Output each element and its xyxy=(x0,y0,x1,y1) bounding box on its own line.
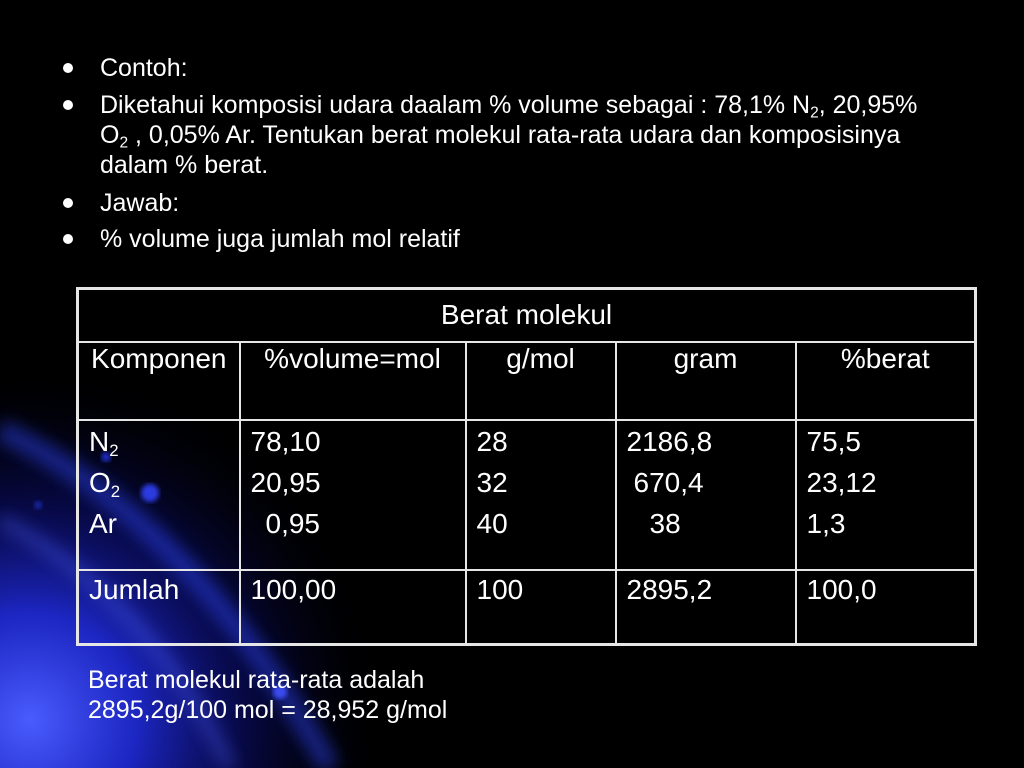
bullet-dot xyxy=(63,63,73,73)
table-header-row xyxy=(78,342,976,420)
total-g-per-mol: 100 xyxy=(466,570,616,645)
percent-berat-value: 1,3 xyxy=(806,507,846,539)
component-symbol: N xyxy=(89,425,110,457)
bullet-dot xyxy=(63,100,73,110)
question-text: , 20,95% xyxy=(818,91,918,119)
component-symbol: O xyxy=(89,466,111,498)
gram-value: 2186,8 xyxy=(626,425,713,457)
table-total-row xyxy=(78,570,976,645)
composition-table xyxy=(76,287,977,646)
header-gram: gram xyxy=(616,342,796,420)
bullet-text: % volume juga jumlah mol relatif xyxy=(100,225,460,253)
component-ar xyxy=(89,503,229,544)
header-volume-mol: %volume=mol xyxy=(240,342,466,420)
question-text: Diketahui komposisi udara daalam % volume sebagai : 78,1% N xyxy=(100,91,811,119)
bullet-item-question xyxy=(100,90,917,180)
component-n2 xyxy=(89,421,229,462)
cell-percent-berat xyxy=(796,420,976,570)
gram-value: 38 xyxy=(649,507,681,539)
bullet-item-jawab xyxy=(100,188,179,218)
table-row xyxy=(78,420,976,570)
g-per-mol-value: 32 xyxy=(476,466,508,498)
bullet-dot xyxy=(63,198,73,208)
conclusion-text xyxy=(88,665,447,725)
total-volume-mol: 100,00 xyxy=(240,570,466,645)
bullet-item-contoh xyxy=(100,53,188,83)
subscript: 2 xyxy=(110,481,121,501)
g-per-mol-value: 40 xyxy=(476,507,508,539)
header-komponen: Komponen xyxy=(78,342,240,420)
question-text: O xyxy=(100,121,120,149)
total-percent-berat: 100,0 xyxy=(796,570,976,645)
total-label: Jumlah xyxy=(78,570,240,645)
cell-gram xyxy=(616,420,796,570)
bullet-text: Jawab: xyxy=(100,189,180,217)
bullet-text: Contoh: xyxy=(100,54,188,82)
conclusion-line-1: Berat molekul rata-rata adalah xyxy=(88,666,425,694)
total-gram: 2895,2 xyxy=(616,570,796,645)
subscript: 2 xyxy=(810,104,819,122)
table-title: Berat molekul xyxy=(78,289,976,342)
cell-g-per-mol xyxy=(466,420,616,570)
percent-berat-value: 23,12 xyxy=(806,466,877,498)
question-line-3 xyxy=(100,150,917,180)
cell-volume-mol xyxy=(240,420,466,570)
header-percent-berat: %berat xyxy=(796,342,976,420)
gram-value: 670,4 xyxy=(633,466,704,498)
question-line-2 xyxy=(100,120,917,150)
volume-mol-value: 0,95 xyxy=(265,507,320,539)
subscript: 2 xyxy=(109,440,119,460)
question-line-1 xyxy=(100,90,917,120)
header-g-per-mol: g/mol xyxy=(466,342,616,420)
question-text: dalam % berat. xyxy=(100,151,269,179)
conclusion-line-2: 2895,2g/100 mol = 28,952 g/mol xyxy=(88,696,448,724)
bullet-dot xyxy=(63,234,73,244)
percent-berat-value: 75,5 xyxy=(806,425,861,457)
component-o2 xyxy=(89,462,229,503)
volume-mol-value: 20,95 xyxy=(250,466,321,498)
g-per-mol-value: 28 xyxy=(476,425,508,457)
component-symbol: Ar xyxy=(89,507,117,539)
question-text: , 0,05% Ar. Tentukan berat molekul rata-rata udara dan komposisinya xyxy=(128,121,901,149)
bullet-item-volume-note xyxy=(100,224,460,254)
volume-mol-value: 78,10 xyxy=(250,425,321,457)
cell-components xyxy=(78,420,240,570)
subscript: 2 xyxy=(119,134,129,152)
table-title-row xyxy=(78,289,976,342)
